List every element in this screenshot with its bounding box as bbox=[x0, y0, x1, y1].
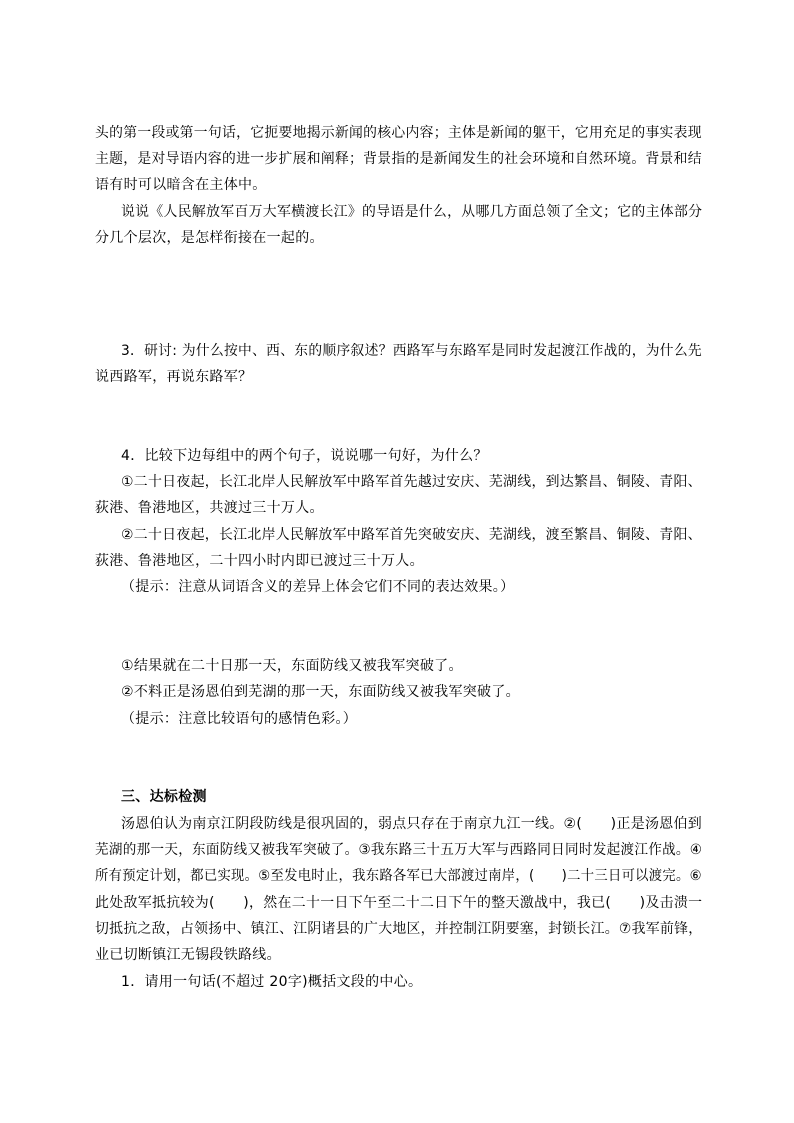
q4-sentence-2-line-2: 荻港、鲁港地区，二十四小时内即已渡过三十万人。 bbox=[95, 553, 424, 569]
passage-line-5: 切抵抗之敌，占领扬中、镇江、江阴诸县的广大地区，并控制江阴要塞，封锁长江。⑦我军前锋， bbox=[95, 921, 703, 937]
section-3-heading: 三、达标检测 bbox=[121, 789, 207, 805]
question-3-line-2: 说西路军，再说东路军？ bbox=[95, 369, 253, 385]
passage-line-2: 芜湖的那一天，东面防线又被我军突破了。③我东路三十五万大军与西路同日同时发起渡江作战。④ bbox=[95, 842, 703, 858]
q4-group-2-sentence-1: ①结果就在二十日那一天，东面防线又被我军突破了。 bbox=[121, 658, 463, 674]
question-4-title: 4．比较下边每组中的两个句子，说说哪一句好，为什么？ bbox=[121, 448, 488, 464]
q4-sentence-1-line-2: 荻港、鲁港地区，共渡过三十万人。 bbox=[95, 500, 324, 516]
intro-line-4: 说说《人民解放军百万大军横渡长江》的导语是什么，从哪几方面总领了全文；它的主体部分 bbox=[121, 204, 703, 220]
intro-line-2: 主题，是对导语内容的进一步扩展和阐释；背景指的是新闻发生的社会环境和自然环境。背景和结 bbox=[95, 151, 702, 167]
passage-line-3: 所有预定计划，都已实现。⑤至发电时止，我东路各军已大部渡过南岸，( )二十三日可以渡完。⑥ bbox=[95, 868, 702, 884]
passage-line-6: 业已切断镇江无锡段铁路线。 bbox=[95, 947, 281, 963]
intro-line-5: 分几个层次，是怎样衔接在一起的。 bbox=[95, 230, 324, 246]
q4-sentence-2-line-1: ②二十日夜起，长江北岸人民解放军中路军首先突破安庆、芜湖线，渡至繁昌、铜陵、青阳、 bbox=[121, 527, 702, 543]
intro-line-3: 语有时可以暗含在主体中。 bbox=[95, 177, 267, 193]
question-3-line-1: 3．研讨: 为什么按中、西、东的顺序叙述？西路军与东路军是同时发起渡江作战的，为什么先 bbox=[121, 343, 702, 359]
q4-group-2-sentence-2: ②不料正是汤恩伯到芜湖的那一天，东面防线又被我军突破了。 bbox=[121, 684, 520, 700]
intro-line-1: 头的第一段或第一句话，它扼要地揭示新闻的核心内容；主体是新闻的躯干，它用充足的事实表现 bbox=[95, 125, 702, 141]
passage-line-4: 此处敌军抵抗较为( )，然在二十一日下午至二十二日下午的整天激战中，我已( )及击溃一 bbox=[95, 895, 703, 911]
section-3-question-1: 1．请用一句话(不超过 20字)概括文段的中心。 bbox=[121, 974, 423, 990]
q4-sentence-1-line-1: ①二十日夜起，长江北岸人民解放军中路军首先越过安庆、芜湖线，到达繁昌、铜陵、青阳、 bbox=[121, 474, 702, 490]
passage-line-1: 汤恩伯认为南京江阴段防线是很巩固的，弱点只存在于南京九江一线。②( )正是汤恩伯到 bbox=[121, 816, 703, 832]
q4-hint-1: （提示：注意从词语含义的差异上体会它们不同的表达效果。） bbox=[121, 579, 515, 595]
q4-hint-2: （提示：注意比较语句的感情色彩。） bbox=[121, 711, 358, 727]
